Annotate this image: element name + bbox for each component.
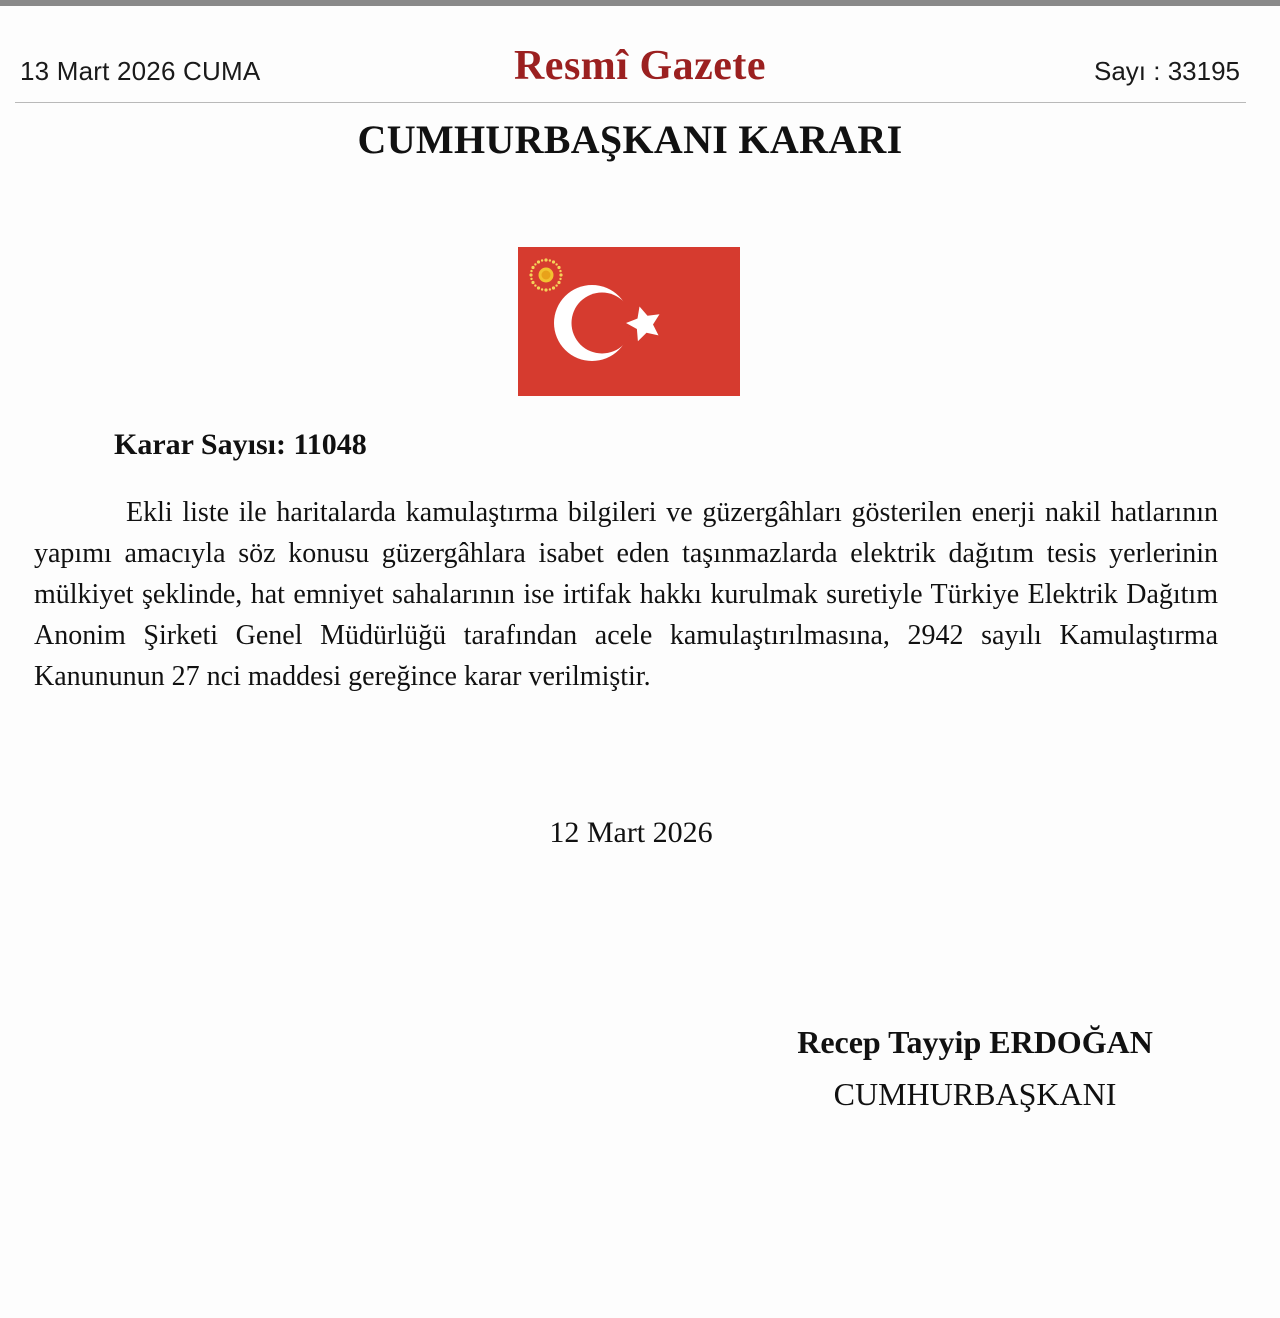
top-border bbox=[0, 0, 1280, 6]
signature-date: 12 Mart 2026 bbox=[549, 816, 713, 849]
decision-number: Karar Sayısı: 11048 bbox=[114, 428, 367, 461]
turkish-flag-icon bbox=[518, 247, 740, 396]
decision-body-text: Ekli liste ile haritalarda kamulaştırma bilgileri ve güzergâhları gösterilen enerji nakil hatlarının yapımı amacıyla söz konusu güzergâhlara isabet eden taşınmazlarda elektrik dağıtım tesis yerlerinin mülkiyet şeklinde, hat emniyet sahalarının ise irtifak hakkı kurulmak suretiyle Türkiye Elektrik Dağıtım Anonim Şirketi Genel Müdürlüğü tarafından acele kamulaştırılmasına, 2942 sayılı Kamulaştırma Kanununun 27 nci maddesi gereğince karar verilmiştir. bbox=[34, 497, 1218, 692]
issue-date: 13 Mart 2026 CUMA bbox=[20, 56, 261, 86]
gazette-title: Resmî Gazete bbox=[513, 43, 767, 89]
signer-name: Recep Tayyip ERDOĞAN bbox=[797, 1024, 1153, 1060]
issue-number: Sayı : 33195 bbox=[1094, 56, 1240, 86]
signer-title: CUMHURBAŞKANI bbox=[833, 1076, 1117, 1112]
header-divider bbox=[15, 102, 1246, 103]
document-type-title: CUMHURBAŞKANI KARARI bbox=[357, 117, 903, 162]
